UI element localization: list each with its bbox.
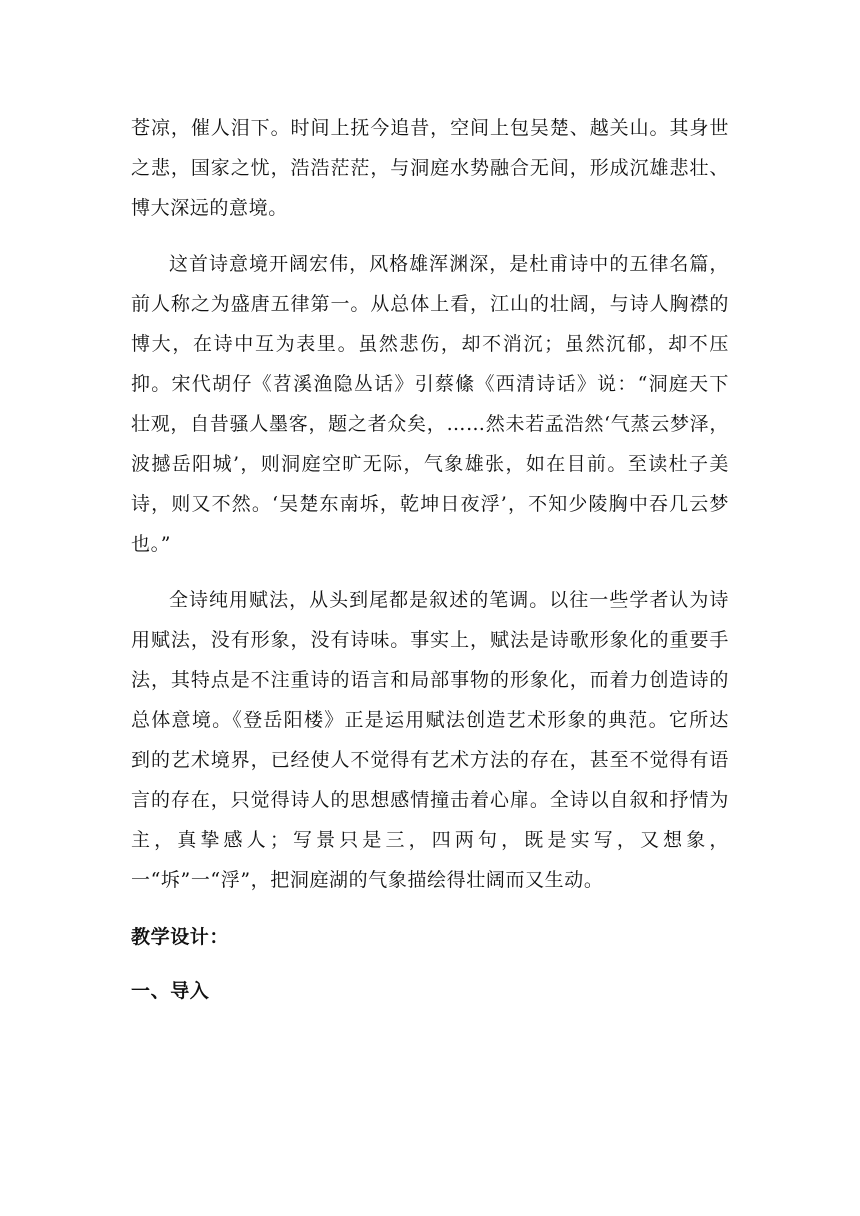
heading-teaching-design: 教学设计： [131,926,230,948]
paragraph-continuation: 苍凉，催人泪下。时间上抚今追昔，空间上包吴楚、越关山。其身世之悲，国家之忧，浩浩茫茫，与洞庭水势融合无间，形成沉雄悲壮、博大深远的意境。 [131,117,729,219]
heading-introduction: 一、导入 [131,980,210,1002]
paragraph-fu-method: 全诗纯用赋法，从头到尾都是叙述的笔调。以往一些学者认为诗用赋法，没有形象，没有诗味。事实上，赋法是诗歌形象化的重要手法，其特点是不注重诗的语言和局部事物的形象化，而着力创造诗的总体意境。《登岳阳楼》正是运用赋法创造艺术形象的典范。它所达到的艺术境界，已经使人不觉得有艺术方法的存在，甚至不觉得有语言的存在，只觉得诗人的思想感情撞击着心扉。全诗以自叙和抒情为主，真挚感人；写景只是三，四两句，既是实写，又想象，一“坼”一“浮”，把洞庭湖的气象描绘得壮阔而又生动。 [131,589,729,891]
paragraph-poem-style: 这首诗意境开阔宏伟，风格雄浑渊深，是杜甫诗中的五律名篇，前人称之为盛唐五律第一。从总体上看，江山的壮阔，与诗人胸襟的博大，在诗中互为表里。虽然悲伤，却不消沉；虽然沉郁，却不压抑。宋代胡仔《苕溪渔隐丛话》引蔡絛《西清诗话》说：“洞庭天下壮观，自昔骚人墨客，题之者众矣，……然未若孟浩然‘气蒸云梦泽，波撼岳阳城’，则洞庭空旷无际，气象雄张，如在目前。至读杜子美诗，则又不然。‘吴楚东南坼，乾坤日夜浮’，不知少陵胸中吞几云梦也。” [131,253,729,555]
document-body [131,108,729,1011]
